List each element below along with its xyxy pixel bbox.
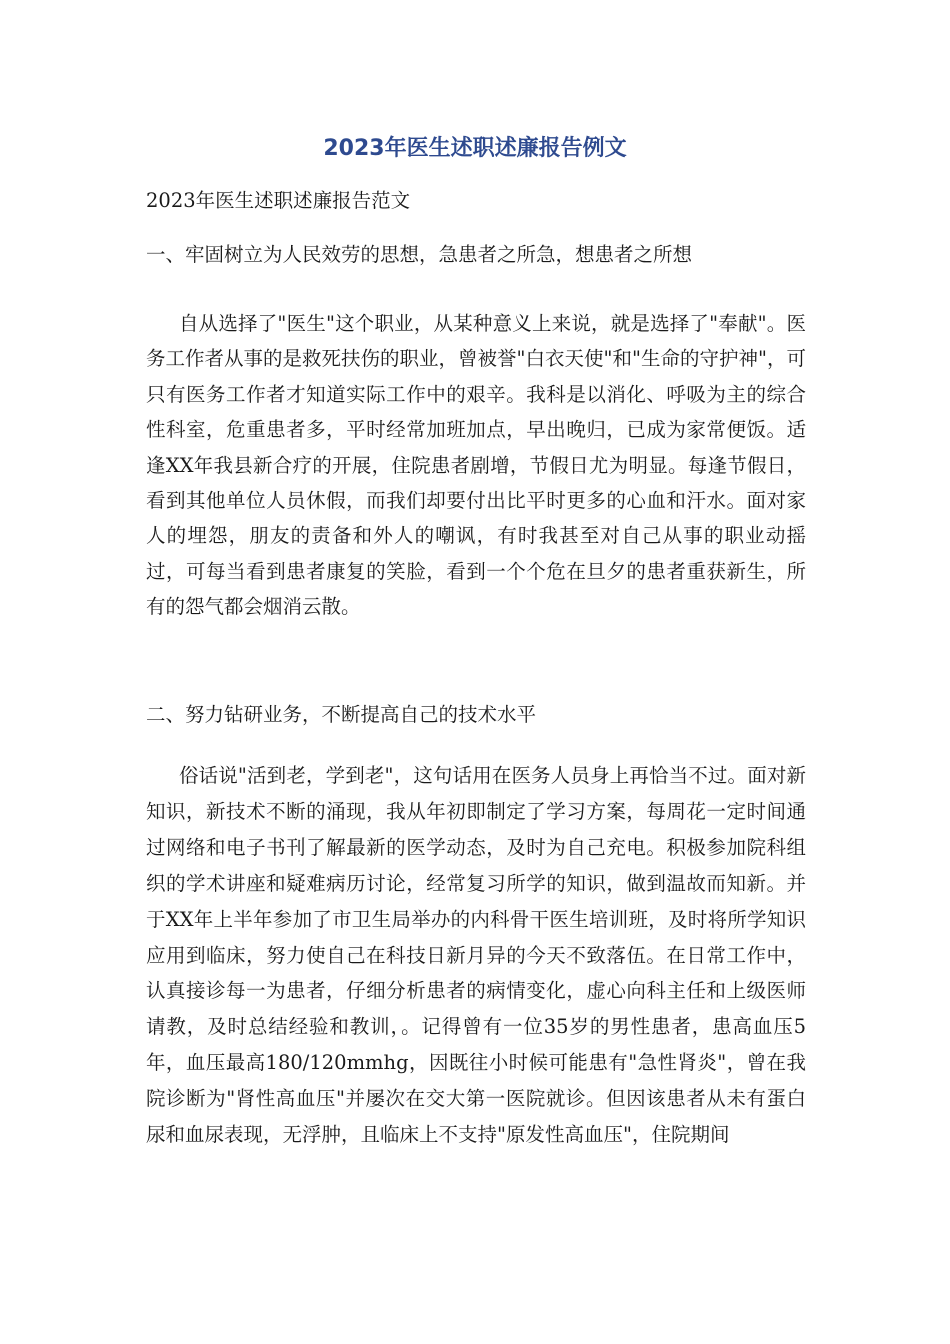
section-2-heading: 二、努力钻研业务，不断提高自己的技术水平 — [146, 703, 537, 726]
section-2-paragraph — [146, 758, 806, 1153]
document-title: 2023年医生述职述廉报告例文 — [323, 136, 627, 161]
section-1-paragraph-text: 自从选择了"医生"这个职业，从某种意义上来说，就是选择了"奉献"。医务工作者从事的是救死扶伤的职业，曾被誉"白衣天使"和"生命的守护神"，可只有医务工作者才知道实际工作中的艰辛。我科是以消化、呼吸为主的综合性科室，危重患者多，平时经常加班加点，早出晚归，已成为家常便饭。适逢XX年我县新合疗的开展，住院患者剧增，节假日尤为明显。每逢节假日，看到其他单位人员休假，而我们却要付出比平时更多的心血和汗水。面对家人的埋怨，朋友的责备和外人的嘲讽，有时我甚至对自己从事的职业动摇过，可每当看到患者康复的笑脸，看到一个个危在旦夕的患者重获新生，所有的怨气都会烟消云散。 — [146, 312, 806, 619]
section-1-paragraph — [146, 306, 806, 625]
section-2-paragraph-text: 俗话说"活到老，学到老"，这句话用在医务人员身上再恰当不过。面对新知识，新技术不断的涌现，我从年初即制定了学习方案，每周花一定时间通过网络和电子书刊了解最新的医学动态，及时为自己充电。积极参加院科组织的学术讲座和疑难病历讨论，经常复习所学的知识，做到温故而知新。并于XX年上半年参加了市卫生局举办的内科骨干医生培训班，及时将所学知识应用到临床，努力使自己在科技日新月异的今天不致落伍。在日常工作中，认真接诊每一为患者，仔细分析患者的病情变化，虚心向科主任和上级医师请教，及时总结经验和教训，。记得曾有一位35岁的男性患者，患高血压5年，血压最高180/120mmhg，因既往小时候可能患有"急性肾炎"，曾在我院诊断为"肾性高血压"并屡次在交大第一医院就诊。但因该患者从未有蛋白尿和血尿表现，无浮肿，且临床上不支持"原发性高血压"，住院期间 — [146, 764, 806, 1147]
document-subtitle: 2023年医生述职述廉报告范文 — [146, 189, 411, 212]
section-1-heading: 一、牢固树立为人民效劳的思想，急患者之所急，想患者之所想 — [146, 243, 693, 266]
